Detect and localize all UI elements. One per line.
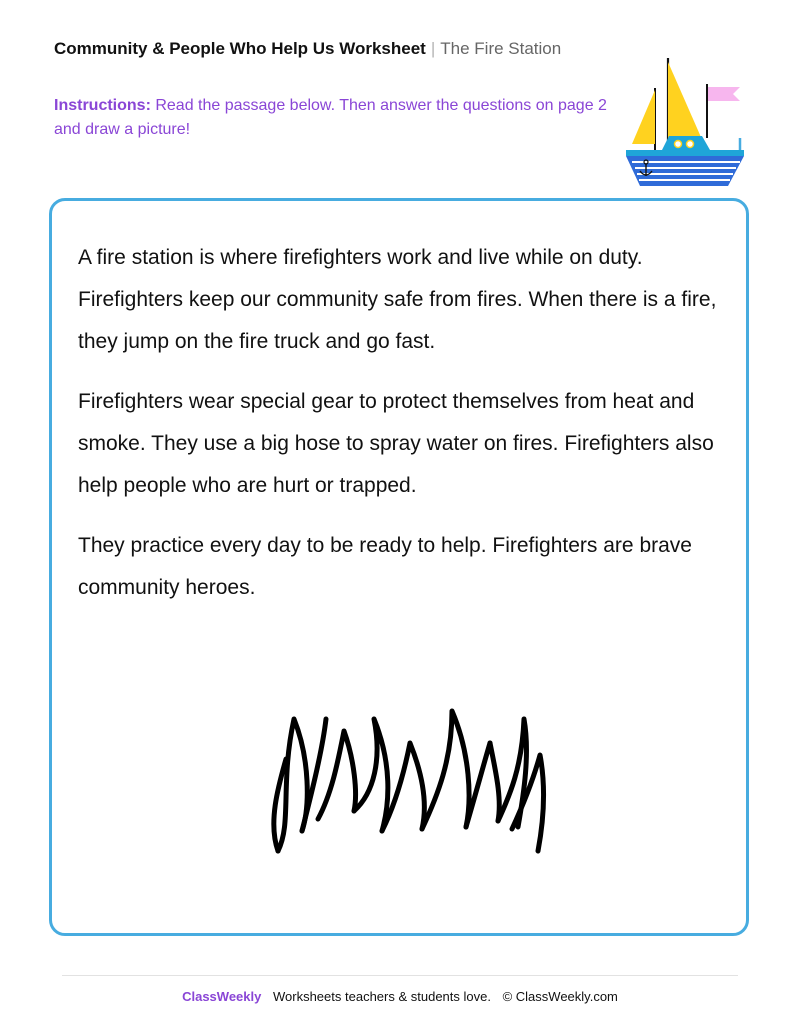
passage-paragraph: Firefighters wear special gear to protect themselves from heat and smoke. They use a big hose to spray water on fires. Firefighters also help people who are hurt or trapped. <box>78 390 714 497</box>
title-separator: | <box>430 39 436 58</box>
grass-icon <box>262 703 552 863</box>
footer-divider <box>62 975 738 976</box>
footer-copyright: © ClassWeekly.com <box>502 989 618 1004</box>
passage-box <box>49 198 749 936</box>
footer-brand: ClassWeekly <box>182 989 262 1004</box>
footer <box>0 988 800 1006</box>
instructions <box>54 94 614 142</box>
reading-passage <box>78 237 718 627</box>
worksheet-subtitle: The Fire Station <box>440 39 562 58</box>
passage-paragraph: A fire station is where firefighters work and live while on duty. Firefighters keep our community safe from fires. When there is a fire, they jump on the fire truck and go fast. <box>78 246 717 353</box>
instructions-text: Read the passage below. Then answer the questions on page 2 and draw a picture! <box>54 97 607 138</box>
worksheet-header <box>54 38 561 60</box>
instructions-label: Instructions: <box>54 97 151 114</box>
worksheet-title: Community & People Who Help Us Worksheet <box>54 39 426 58</box>
sailboat-icon <box>618 54 758 190</box>
passage-paragraph: They practice every day to be ready to help. Firefighters are brave community heroes. <box>78 534 692 599</box>
footer-tagline: Worksheets teachers & students love. <box>272 989 491 1004</box>
